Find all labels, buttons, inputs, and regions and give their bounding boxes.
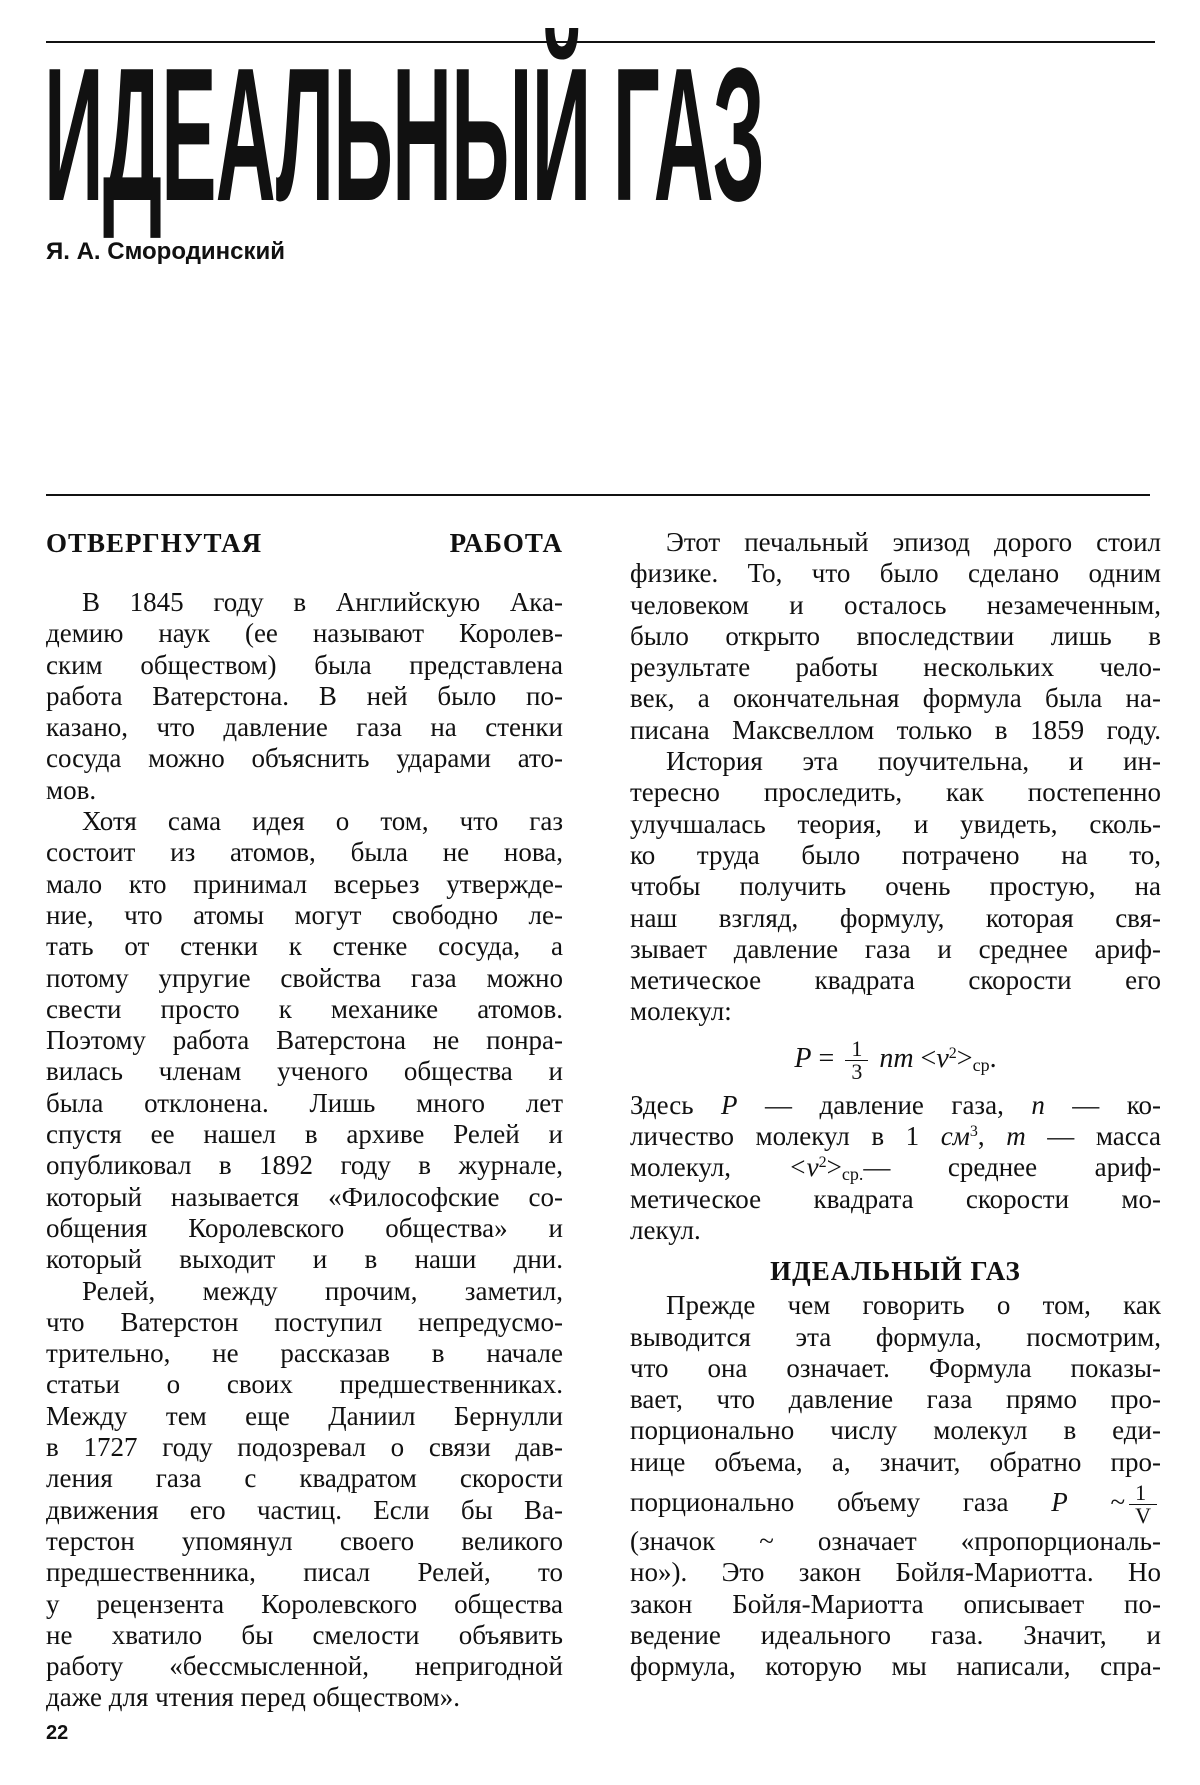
section-heading: ОТВЕРГНУТАЯ РАБОТА [46, 528, 563, 558]
tilde: ~ [1110, 1487, 1126, 1518]
text: — масса [1047, 1121, 1162, 1152]
text-line: писана Максвеллом только в 1859 году. [630, 714, 1161, 745]
article-title: ИДЕАЛЬНЫЙ ГАЗ [44, 29, 764, 241]
text-line: потому упругие свойства газа можно [46, 962, 563, 993]
text-line: Хотя сама идея о том, что газ [82, 806, 563, 837]
text-line: ко труда было потрачено на то, [630, 839, 1161, 870]
text-line: Прежде чем говорить о том, как [666, 1290, 1161, 1321]
text-line: вает, что давление газа прямо про- [630, 1384, 1161, 1415]
var-P: P [1051, 1487, 1068, 1518]
text-line: Релей, между прочим, заметил, [82, 1275, 563, 1306]
text-line: порционально числу молекул в еди- [630, 1415, 1161, 1446]
text-line: чтобы получить очень простую, на [630, 871, 1161, 902]
text-line: метическое квадрата скорости его [630, 965, 1161, 996]
text-line: сосуда можно объяснить ударами ато- [46, 743, 563, 774]
text-line: результате работы нескольких чело- [630, 652, 1161, 683]
text-line: статьи о своих предшественниках. [46, 1369, 563, 1400]
text-line: трительно, не рассказав в начале [46, 1338, 563, 1369]
text-line: ления газа с квадратом скорости [46, 1463, 563, 1494]
text-line: формула, которую мы написали, спра- [630, 1651, 1161, 1682]
text-line: который выходит и в наши дни. [46, 1244, 563, 1275]
author: Я. А. Смородинский [46, 238, 286, 265]
text-line: что Ватерстон поступил непредусмо- [46, 1306, 563, 1337]
text-line [630, 1090, 1161, 1121]
text-line: физике. То, что было сделано одним [630, 558, 1161, 589]
section-heading: ИДЕАЛЬНЫЙ ГАЗ [770, 1256, 1021, 1287]
formula-nm: nm [879, 1042, 914, 1074]
text-line: улучшалась теория, и увидеть, сколь- [630, 808, 1161, 839]
text-line [630, 1152, 1161, 1183]
text-line: История эта поучительна, и ин- [666, 746, 1161, 777]
text-line: вилась членам ученого общества и [46, 1056, 563, 1087]
right-column [630, 527, 1161, 1683]
page-number: 22 [46, 1722, 69, 1744]
fraction-num: 1 [845, 1038, 868, 1061]
text-line: метическое квадрата скорости мо- [630, 1183, 1161, 1214]
text-line: закон Бойля-Мариотта описывает по- [630, 1588, 1161, 1619]
text-line: работу «бессмысленной, непригодной [46, 1651, 563, 1682]
sq: 2 [818, 1154, 827, 1172]
unit-cm: см [940, 1121, 970, 1152]
text: — среднее ариф- [863, 1152, 1162, 1183]
text-line: работа Ватерстона. В ней было по- [46, 680, 563, 711]
cube: 3 [969, 1123, 978, 1141]
text-line: человеком и осталось незамеченным, [630, 589, 1161, 620]
pressure-formula [630, 1028, 1161, 1090]
text-line: век, а окончательная формула была на- [630, 683, 1161, 714]
var-P: P [721, 1089, 738, 1120]
text-line [630, 1121, 1161, 1152]
text-line: Поэтому работа Ватерстона не понра- [46, 1025, 563, 1056]
text-line: предшественника, писал Релей, то [46, 1557, 563, 1588]
text-line: не хватило бы смелости объявить [46, 1619, 563, 1650]
text-line: была отклонена. Лишь много лет [46, 1087, 563, 1118]
text: , [977, 1121, 985, 1152]
fraction-one-third [845, 1035, 868, 1084]
text-line: Между тем еще Даниил Бернулли [46, 1400, 563, 1431]
formula-sub: ср [972, 1054, 990, 1075]
text-line: терстон упомянул своего великого [46, 1525, 563, 1556]
sub: ср. [841, 1164, 864, 1185]
text-line: тересно проследить, как постепенно [630, 777, 1161, 808]
text: порционально объему газа [630, 1487, 1009, 1518]
var-n: n [1031, 1089, 1045, 1120]
text-line [630, 1478, 1161, 1529]
formula-lt: < [920, 1042, 937, 1074]
text-line: выводится эта формула, посмотрим, [630, 1321, 1161, 1352]
text-line: мало кто принимал всерьез утвержде- [46, 868, 563, 899]
text-line: было открыто впоследствии лишь в [630, 620, 1161, 651]
formula-eq: = [818, 1042, 835, 1074]
text-line: в 1727 году подозревал о связи дав- [46, 1432, 563, 1463]
mean-square-velocity [788, 1152, 864, 1185]
var-m: m [1006, 1121, 1026, 1152]
formula-end: . [989, 1042, 997, 1074]
text: Здесь [630, 1089, 694, 1120]
text-line: общения Королевского общества» и [46, 1212, 563, 1243]
text-line: мов. [46, 774, 97, 805]
text-line: даже для чтения перед обществом». [46, 1682, 460, 1713]
text-line: который называется «Философские со- [46, 1181, 563, 1212]
text-line: казано, что давление газа на стенки [46, 712, 563, 743]
text-line: тать от стенки к стенке сосуда, а [46, 931, 563, 962]
text-line: демию наук (ее называют Королев- [46, 618, 563, 649]
fraction-den: 3 [851, 1058, 863, 1084]
text-line: ведение идеального газа. Значит, и [630, 1619, 1161, 1650]
formula-P: P [794, 1042, 812, 1074]
proportionality [1051, 1480, 1161, 1529]
fraction-den: V [1135, 1503, 1151, 1529]
text-line: наш взгляд, формулу, которая свя- [630, 902, 1161, 933]
text-line: что она означает. Формула показы- [630, 1352, 1161, 1383]
fraction-num: 1 [1129, 1482, 1157, 1505]
text-line: у рецензента Королевского общества [46, 1588, 563, 1619]
text-line: движения его частиц. Если бы Ва- [46, 1494, 563, 1525]
text-line: спустя ее нашел в архиве Релей и [46, 1119, 563, 1150]
text: молекул, [630, 1152, 731, 1183]
text-line: лекул. [630, 1214, 701, 1245]
fraction-one-over-V [1129, 1482, 1157, 1527]
text-line: ние, что атомы могут свободно ле- [46, 899, 563, 930]
text: — давление газа, [764, 1089, 1004, 1120]
formula-sq: 2 [948, 1044, 957, 1062]
text: — ко- [1072, 1089, 1161, 1120]
text: > [826, 1152, 842, 1183]
formula-gt: > [956, 1042, 973, 1074]
text: личество молекул в 1 [630, 1121, 920, 1152]
text-line: Этот печальный эпизод дорого стоил [666, 527, 1161, 557]
text-line: но»). Это закон Бойля-Мариотта. Но [630, 1557, 1161, 1588]
text-line: свести просто к механике атомов. [46, 993, 563, 1024]
text-line: ским обществом) была представлена [46, 649, 563, 680]
text-line: опубликовал в 1892 году в журнале, [46, 1150, 563, 1181]
text-line: нице объема, а, значит, обратно про- [630, 1446, 1161, 1477]
text-line: молекул: [630, 996, 732, 1027]
text-line: В 1845 году в Английскую Ака- [82, 587, 563, 617]
left-column [46, 527, 563, 1714]
text-line: (значок ~ означает «пропорциональ- [630, 1526, 1161, 1557]
text-line: зывает давление газа и среднее ариф- [630, 933, 1161, 964]
section-rule [46, 494, 1150, 496]
formula-v: v [936, 1042, 949, 1074]
var-v: <v [788, 1152, 819, 1183]
text-line: состоит из атомов, была не нова, [46, 837, 563, 868]
